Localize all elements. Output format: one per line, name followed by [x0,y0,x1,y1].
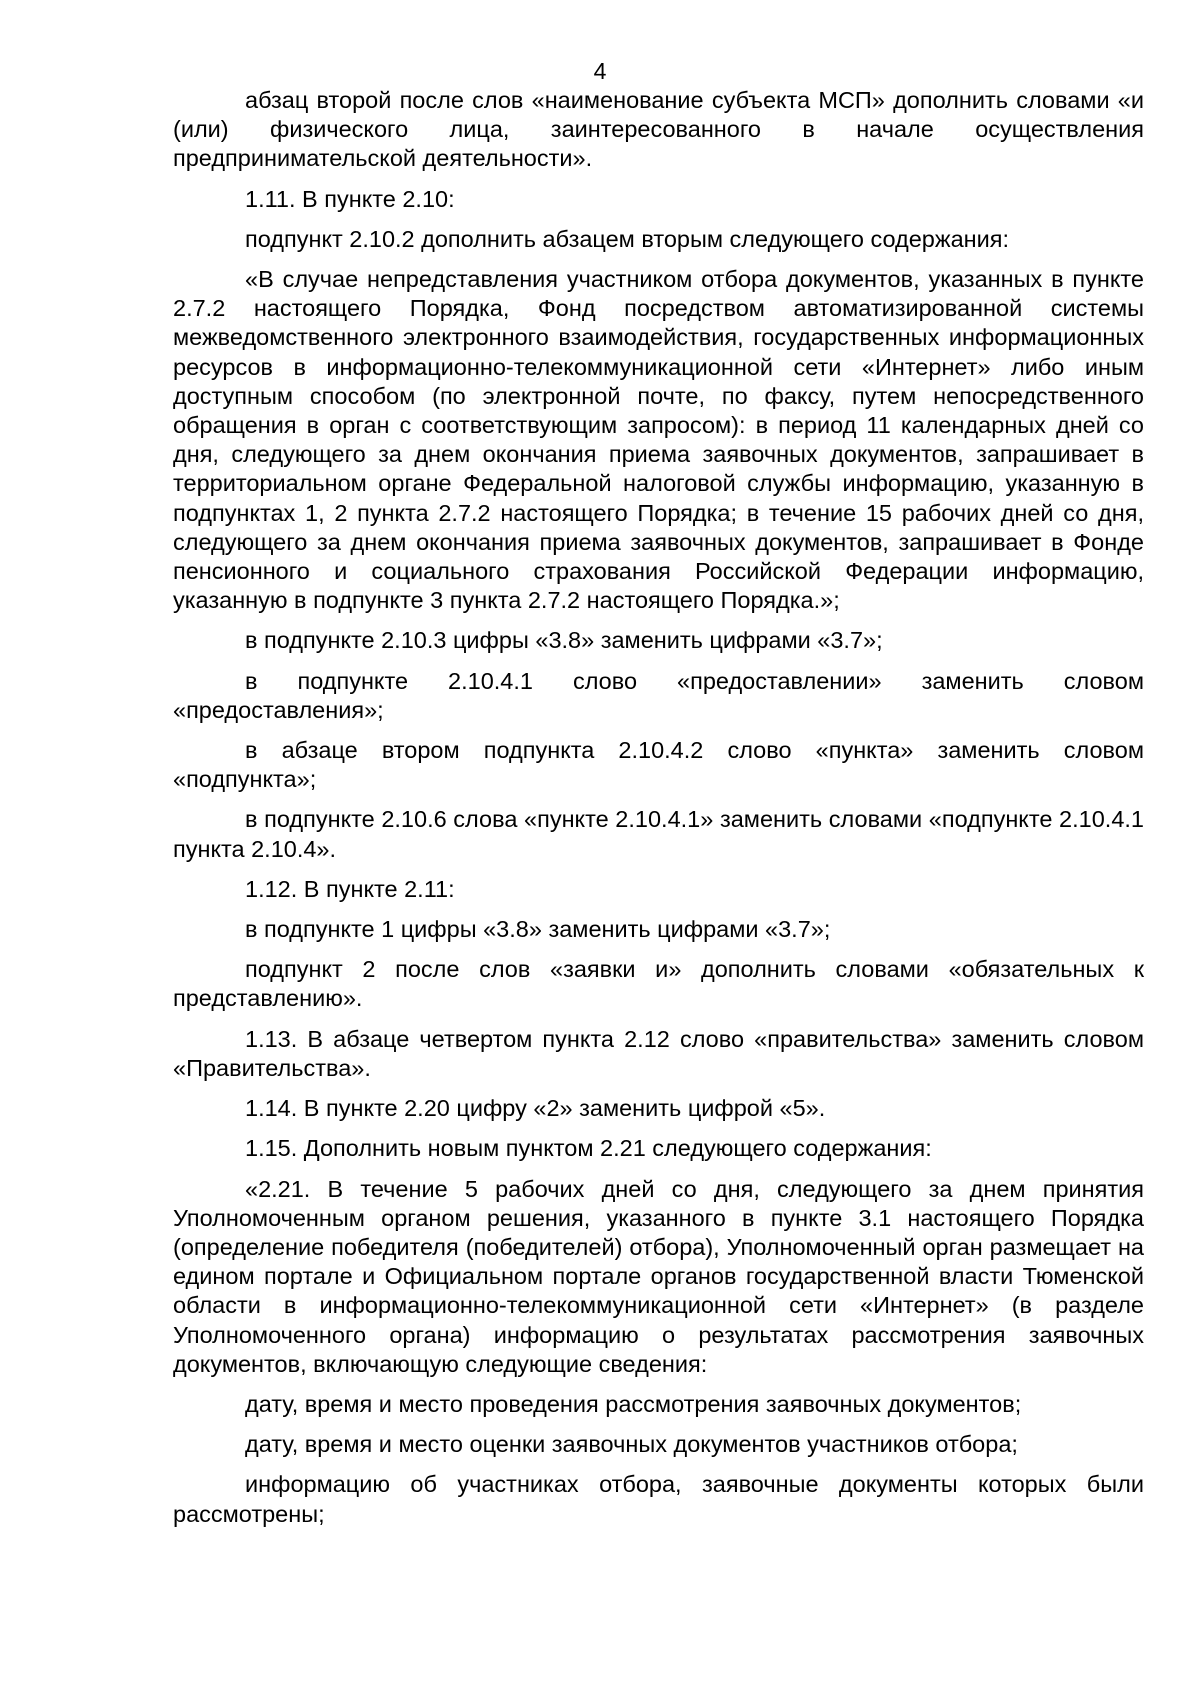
paragraph: информацию об участниках отбора, заявочные документы которых были рассмотрены; [173,1471,1144,1527]
paragraph: 1.13. В абзаце четвертом пункта 2.12 слово «правительства» заменить словом «Правительства». [173,1025,1144,1081]
paragraph: «2.21. В течение 5 рабочих дней со дня, следующего за днем принятия Уполномоченным органом решения, указанного в пункте 3.1 настоящего Порядка (определение победителя (победителей) отбора), Уполномоченный орган размещает на едином портале и Официальном портале органов государственной власти Тюменской области в информационно-телекоммуникационной сети «Интернет» (в разделе Уполномоченного органа) информацию о результатах рассмотрения заявочных документов, включающую следующие сведения: [173,1175,1144,1377]
paragraph: 1.15. Дополнить новым пунктом 2.21 следующего содержания: [245,1135,932,1162]
paragraph: в подпункте 2.10.4.1 слово «предоставлении» заменить словом «предоставления»; [173,667,1144,723]
paragraph: «В случае непредставления участником отбора документов, указанных в пункте 2.7.2 настоящего Порядка, Фонд посредством автоматизированной системы межведомственного электронного взаимодействия, государственных информационных ресурсов в информационно-телекоммуникационной сети «Интернет» либо иным доступным способом (по электронной почте, по факсу, путем непосредственного обращения в орган с соответствующим запросом): в период 11 календарных дней со дня, следующего за днем окончания приема заявочных документов, запрашивает в территориальном органе Федеральной налоговой службы информацию, указанную в подпунктах 1, 2 пункта 2.7.2 настоящего Порядка; в течение 15 рабочих дней со дня, следующего за днем окончания приема заявочных документов, запрашивает в Фонде пенсионного и социального страхования Российской Федерации информацию, указанную в подпункте 3 пункта 2.7.2 настоящего Порядка.»; [173,266,1144,614]
paragraph: абзац второй после слов «наименование субъекта МСП» дополнить словами «и (или) физического лица, заинтересованного в начале осуществления предпринимательской деятельности». [173,87,1144,172]
paragraph: 1.14. В пункте 2.20 цифру «2» заменить цифрой «5». [245,1095,826,1122]
paragraph: подпункт 2 после слов «заявки и» дополнить словами «обязательных к представлению». [173,956,1144,1012]
paragraph: дату, время и место проведения рассмотрения заявочных документов; [245,1390,1022,1417]
paragraph: подпункт 2.10.2 дополнить абзацем вторым следующего содержания: [245,225,1010,252]
document-body [173,86,1144,1529]
paragraph: в абзаце втором подпункта 2.10.4.2 слово «пункта» заменить словом «подпункта»; [173,737,1144,793]
paragraph: в подпункте 2.10.3 цифры «3.8» заменить цифрами «3.7»; [245,627,883,654]
paragraph: дату, время и место оценки заявочных документов участников отбора; [245,1431,1018,1458]
paragraph: в подпункте 2.10.6 слова «пункте 2.10.4.1» заменить словами «подпункте 2.10.4.1 пункта 2.10.4». [173,806,1144,862]
paragraph: 1.11. В пункте 2.10: [245,185,455,212]
paragraph: в подпункте 1 цифры «3.8» заменить цифрами «3.7»; [245,916,831,943]
paragraph: 1.12. В пункте 2.11: [245,875,455,902]
page-number: 4 [593,58,607,84]
